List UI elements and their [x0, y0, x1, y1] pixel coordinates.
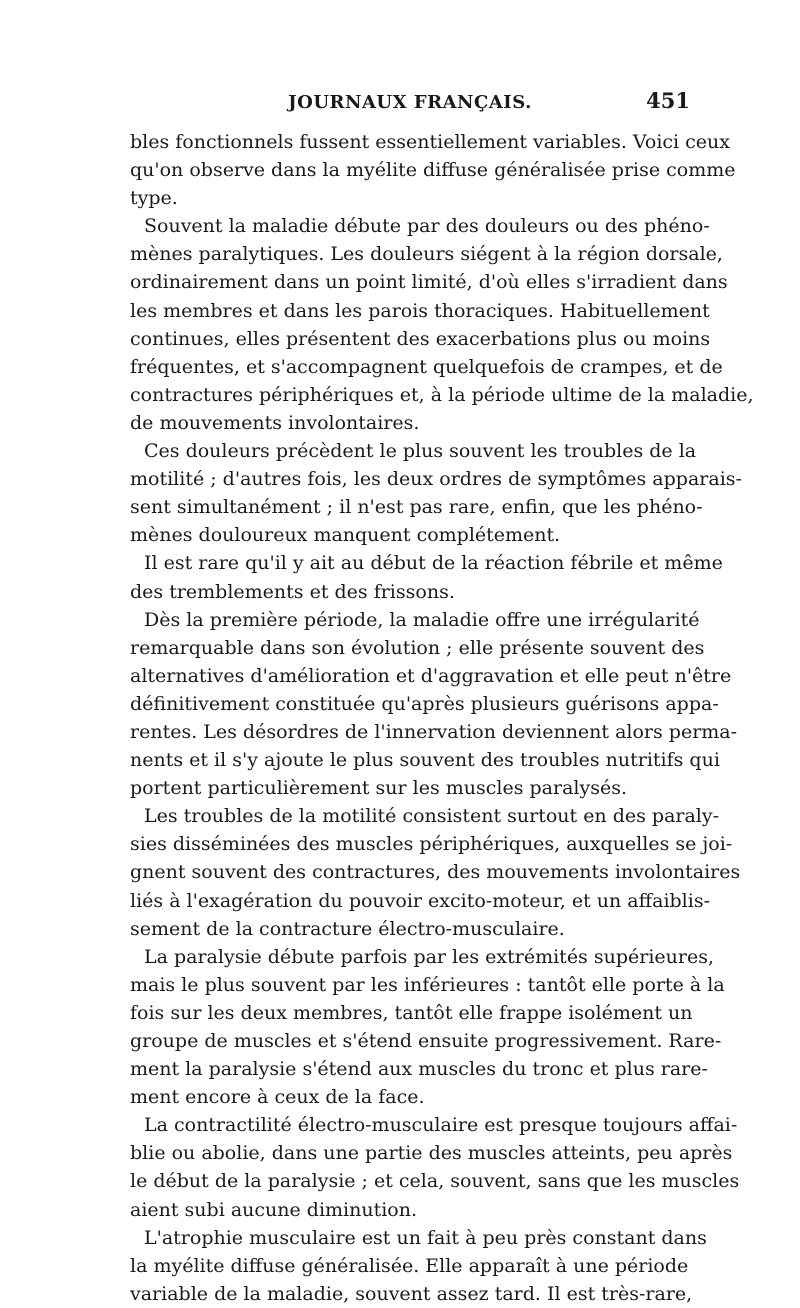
- page-number: 451: [646, 88, 690, 113]
- text-line: qu'on observe dans la myélite diffuse généralisée prise comme: [130, 159, 736, 182]
- text-line: aient subi aucune diminution.: [130, 1198, 418, 1221]
- text-line: le début de la paralysie ; et cela, souvent, sans que les muscles: [130, 1170, 740, 1193]
- text-line: liés à l'exagération du pouvoir excito-moteur, et un affaiblis-: [130, 889, 711, 912]
- text-line: bles fonctionnels fussent essentiellement variables. Voici ceux: [130, 131, 730, 153]
- text-line: fois sur les deux membres, tantôt elle frappe isolément un: [130, 1001, 693, 1024]
- text-line: sies disséminées des muscles périphériques, auxquelles se joi-: [130, 833, 733, 856]
- text-line: les membres et dans les parois thoraciques. Habituellement: [130, 299, 710, 322]
- text-line: alternatives d'amélioration et d'aggravation et elle peut n'être: [130, 664, 732, 687]
- text-line: motilité ; d'autres fois, les deux ordres de symptômes apparais-: [130, 468, 742, 491]
- text-line: nents et il s'y ajoute le plus souvent des troubles nutritifs qui: [130, 749, 720, 772]
- text-line: groupe de muscles et s'étend ensuite progressivement. Rare-: [130, 1030, 722, 1052]
- text-line: Ces douleurs précèdent le plus souvent les troubles de la: [144, 440, 697, 463]
- text-line: ment encore à ceux de la face.: [130, 1086, 425, 1109]
- text-line: La paralysie débute parfois par les extrémités supérieures,: [144, 945, 714, 968]
- text-line: ordinairement dans un point limité, d'où elles s'irradient dans: [130, 271, 728, 294]
- text-line: rentes. Les désordres de l'innervation deviennent alors perma-: [130, 720, 738, 743]
- text-line: sement de la contracture électro-musculaire.: [130, 917, 565, 940]
- text-line: la myélite diffuse généralisée. Elle apparaît à une période: [130, 1254, 689, 1277]
- text-line: ment la paralysie s'étend aux muscles du tronc et plus rare-: [130, 1058, 708, 1081]
- running-header: [130, 88, 690, 122]
- text-line: mais le plus souvent par les inférieures : tantôt elle porte à la: [130, 973, 725, 996]
- text-line: remarquable dans son évolution ; elle présente souvent des: [130, 636, 705, 659]
- text-line: gnent souvent des contractures, des mouvements involontaires: [130, 861, 741, 884]
- running-title: JOURNAUX FRANÇAIS.: [288, 92, 532, 113]
- text-line: des tremblements et des frissons.: [130, 580, 455, 603]
- body-text: [130, 128, 754, 1308]
- text-line: continues, elles présentent des exacerbations plus ou moins: [130, 327, 711, 350]
- text-line: Dès la première période, la maladie offre une irrégularité: [144, 608, 700, 631]
- text-line: mènes paralytiques. Les douleurs siégent à la région dorsale,: [130, 243, 723, 266]
- text-line: portent particulièrement sur les muscles paralysés.: [130, 777, 628, 800]
- text-line: Souvent la maladie débute par des douleurs ou des phéno-: [144, 215, 710, 238]
- text-line: variable de la maladie, souvent assez tard. Il est très-rare,: [130, 1282, 693, 1305]
- text-line: de mouvements involontaires.: [130, 411, 420, 434]
- text-line: mènes douloureux manquent complétement.: [130, 524, 561, 547]
- text-line: blie ou abolie, dans une partie des muscles atteints, peu après: [130, 1142, 733, 1165]
- text-line: type.: [130, 187, 178, 210]
- text-line: La contractilité électro-musculaire est presque toujours affai-: [144, 1114, 738, 1137]
- text-line: contractures périphériques et, à la période ultime de la maladie,: [130, 383, 754, 406]
- text-line: définitivement constituée qu'après plusieurs guérisons appa-: [130, 692, 719, 715]
- text-line: sent simultanément ; il n'est pas rare, enfin, que les phéno-: [130, 496, 703, 519]
- text-line: fréquentes, et s'accompagnent quelquefois de crampes, et de: [130, 355, 723, 378]
- text-line: L'atrophie musculaire est un fait à peu près constant dans: [144, 1226, 707, 1249]
- text-line: Les troubles de la motilité consistent surtout en des paraly-: [144, 805, 720, 828]
- text-line: Il est rare qu'il y ait au début de la réaction fébrile et même: [144, 552, 723, 575]
